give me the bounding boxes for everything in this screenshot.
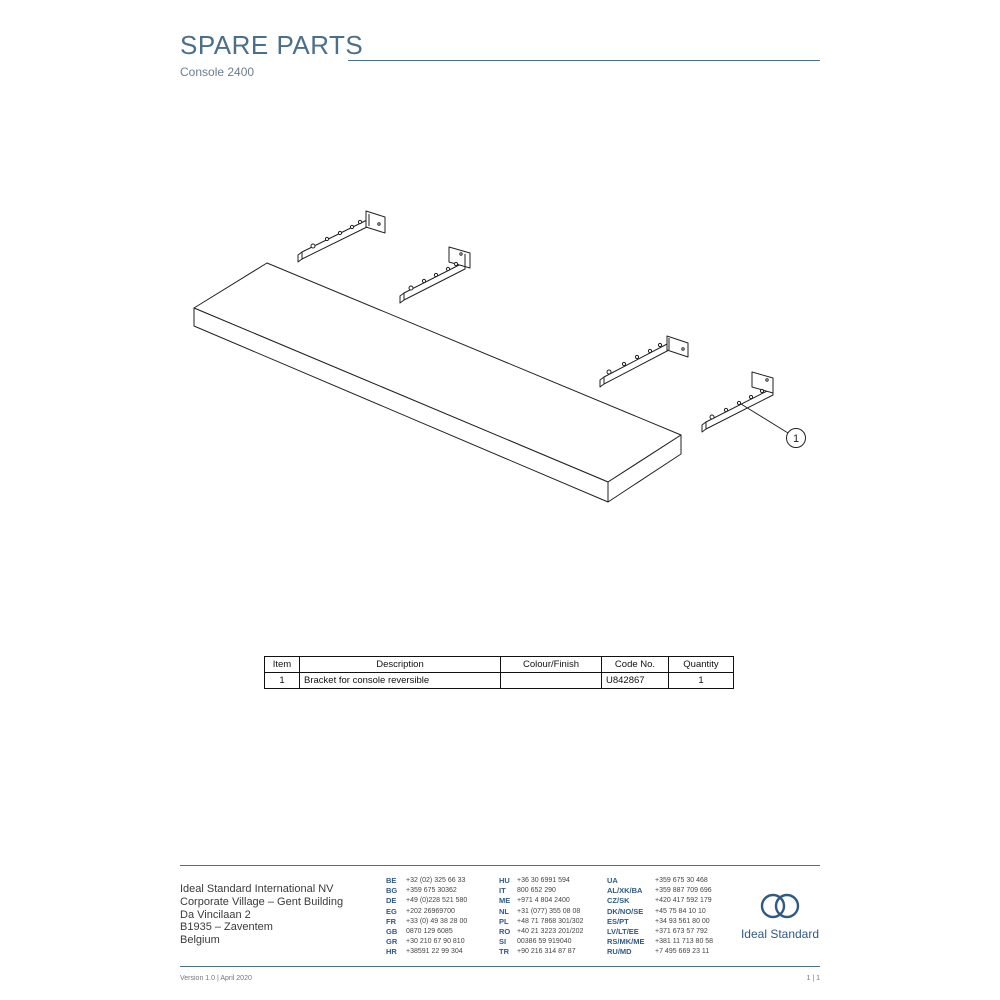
country-code: SI: [499, 937, 507, 947]
contact-row: [607, 876, 713, 886]
contact-row: [607, 947, 713, 957]
country-code: BE: [386, 876, 397, 885]
contact-row: [386, 876, 467, 886]
address-line: Da Vincilaan 2: [180, 908, 251, 921]
phone-number: +359 887 709 696: [655, 887, 712, 895]
contact-row: [386, 947, 467, 957]
country-code: FR: [386, 916, 396, 926]
phone-number: 0870 129 6085: [406, 928, 453, 936]
bracket-1: [298, 211, 385, 262]
callout-number: 1: [792, 433, 800, 445]
cell-code-no: U842867: [602, 673, 669, 689]
phone-number: +40 21 3223 201/202: [517, 928, 584, 936]
country-code: GB: [386, 927, 398, 937]
address-line: Corporate Village – Gent Building: [180, 895, 344, 908]
brand-name: Ideal Standard: [740, 927, 820, 941]
phone-number: +30 210 67 90 810: [406, 938, 465, 946]
brand-logo: [734, 892, 826, 941]
page-subtitle: Console 2400: [180, 65, 255, 79]
callout-leader: [741, 404, 788, 433]
phone-number: +34 93 561 80 00: [655, 917, 710, 925]
ideal-standard-logo-icon: [758, 892, 802, 920]
contacts-column-2: [499, 876, 583, 958]
contact-row: [499, 947, 583, 957]
country-code: CZ/SK: [607, 896, 630, 906]
contact-row: [607, 886, 713, 896]
contact-row: [499, 917, 583, 927]
phone-number: +359 675 30362: [406, 887, 457, 895]
contact-row: [607, 907, 713, 917]
header-colour-finish: Colour/Finish: [501, 657, 602, 673]
spare-parts-table: [264, 656, 734, 689]
country-code: NL: [499, 906, 509, 916]
footer-bottom-divider: [180, 966, 820, 967]
phone-number: +7 495 669 23 11: [655, 948, 710, 956]
country-code: RS/MK/ME: [607, 937, 645, 947]
header-quantity: Quantity: [669, 657, 734, 673]
phone-number: +90 216 314 87 87: [517, 948, 576, 956]
contact-row: [499, 876, 583, 886]
cell-description: Bracket for console reversible: [300, 673, 501, 689]
contacts-column-1: [386, 876, 467, 958]
phone-number: +359 675 30 468: [655, 877, 708, 884]
country-code: TR: [499, 947, 509, 957]
country-code: HU: [499, 876, 510, 885]
country-code: ES/PT: [607, 916, 629, 926]
country-code: EG: [386, 906, 397, 916]
phone-number: +971 4 804 2400: [517, 897, 570, 905]
bracket-3: [600, 336, 688, 387]
country-code: BG: [386, 886, 398, 896]
contact-row: [607, 937, 713, 947]
country-code: DK/NO/SE: [607, 906, 644, 916]
company-address: [180, 883, 343, 947]
address-line: Belgium: [180, 934, 220, 947]
contact-row: [499, 907, 583, 917]
phone-number: +33 (0) 49 38 28 00: [406, 917, 468, 925]
contact-row: [386, 907, 467, 917]
country-code: UA: [607, 876, 618, 885]
phone-number: +48 71 7868 301/302: [517, 917, 584, 925]
cell-colour-finish: [501, 673, 602, 689]
cell-quantity: 1: [669, 673, 734, 689]
header-item: Item: [265, 657, 300, 673]
phone-number: +45 75 84 10 10: [655, 907, 706, 915]
contact-row: [607, 896, 713, 906]
cell-item: 1: [265, 673, 300, 689]
country-code: GR: [386, 937, 398, 947]
country-code: ME: [499, 896, 511, 906]
country-code: RO: [499, 927, 511, 937]
contact-row: [386, 917, 467, 927]
header-description: Description: [300, 657, 501, 673]
version-info: Version 1.0 | April 2020: [180, 975, 252, 982]
page-title: SPARE PARTS: [180, 30, 364, 60]
country-code: IT: [499, 886, 506, 896]
phone-number: +32 (02) 325 66 33: [406, 877, 466, 884]
phone-number: +49 (0)228 521 580: [406, 897, 468, 905]
header-code-no: Code No.: [602, 657, 669, 673]
contact-row: [499, 896, 583, 906]
contact-row: [499, 927, 583, 937]
country-code: DE: [386, 896, 397, 906]
table-header-row: [265, 657, 734, 673]
phone-number: +31 (077) 355 08 08: [517, 907, 581, 915]
contact-row: [499, 937, 583, 947]
phone-number: 00386 59 919040: [517, 938, 572, 946]
table-row: [265, 673, 734, 689]
phone-number: +371 673 57 792: [655, 928, 708, 936]
contact-row: [607, 917, 713, 927]
contact-row: [386, 927, 467, 937]
phone-number: +381 11 713 80 58: [655, 938, 714, 946]
phone-number: +202 26969700: [406, 907, 455, 915]
country-code: PL: [499, 916, 509, 926]
bracket-4: [702, 372, 773, 432]
country-code: RU/MD: [607, 947, 632, 957]
address-line: Ideal Standard International NV: [180, 883, 334, 895]
contact-row: [386, 896, 467, 906]
address-line: B1935 – Zaventem: [180, 921, 273, 934]
page-number: 1 | 1: [806, 975, 820, 982]
contact-row: [607, 927, 713, 937]
contact-row: [499, 886, 583, 896]
console-slab: [194, 263, 681, 502]
phone-number: 800 652 290: [517, 887, 556, 895]
bracket-2: [400, 247, 470, 303]
country-code: LV/LT/EE: [607, 927, 639, 937]
phone-number: +38591 22 99 304: [406, 948, 463, 956]
phone-number: +420 417 592 179: [655, 897, 712, 905]
country-code: AL/XK/BA: [607, 886, 643, 896]
footer-top-divider: [180, 865, 820, 866]
contacts-column-3: [607, 876, 713, 958]
country-code: HR: [386, 947, 397, 957]
contact-row: [386, 937, 467, 947]
phone-number: +36 30 6991 594: [517, 877, 570, 884]
contact-row: [386, 886, 467, 896]
